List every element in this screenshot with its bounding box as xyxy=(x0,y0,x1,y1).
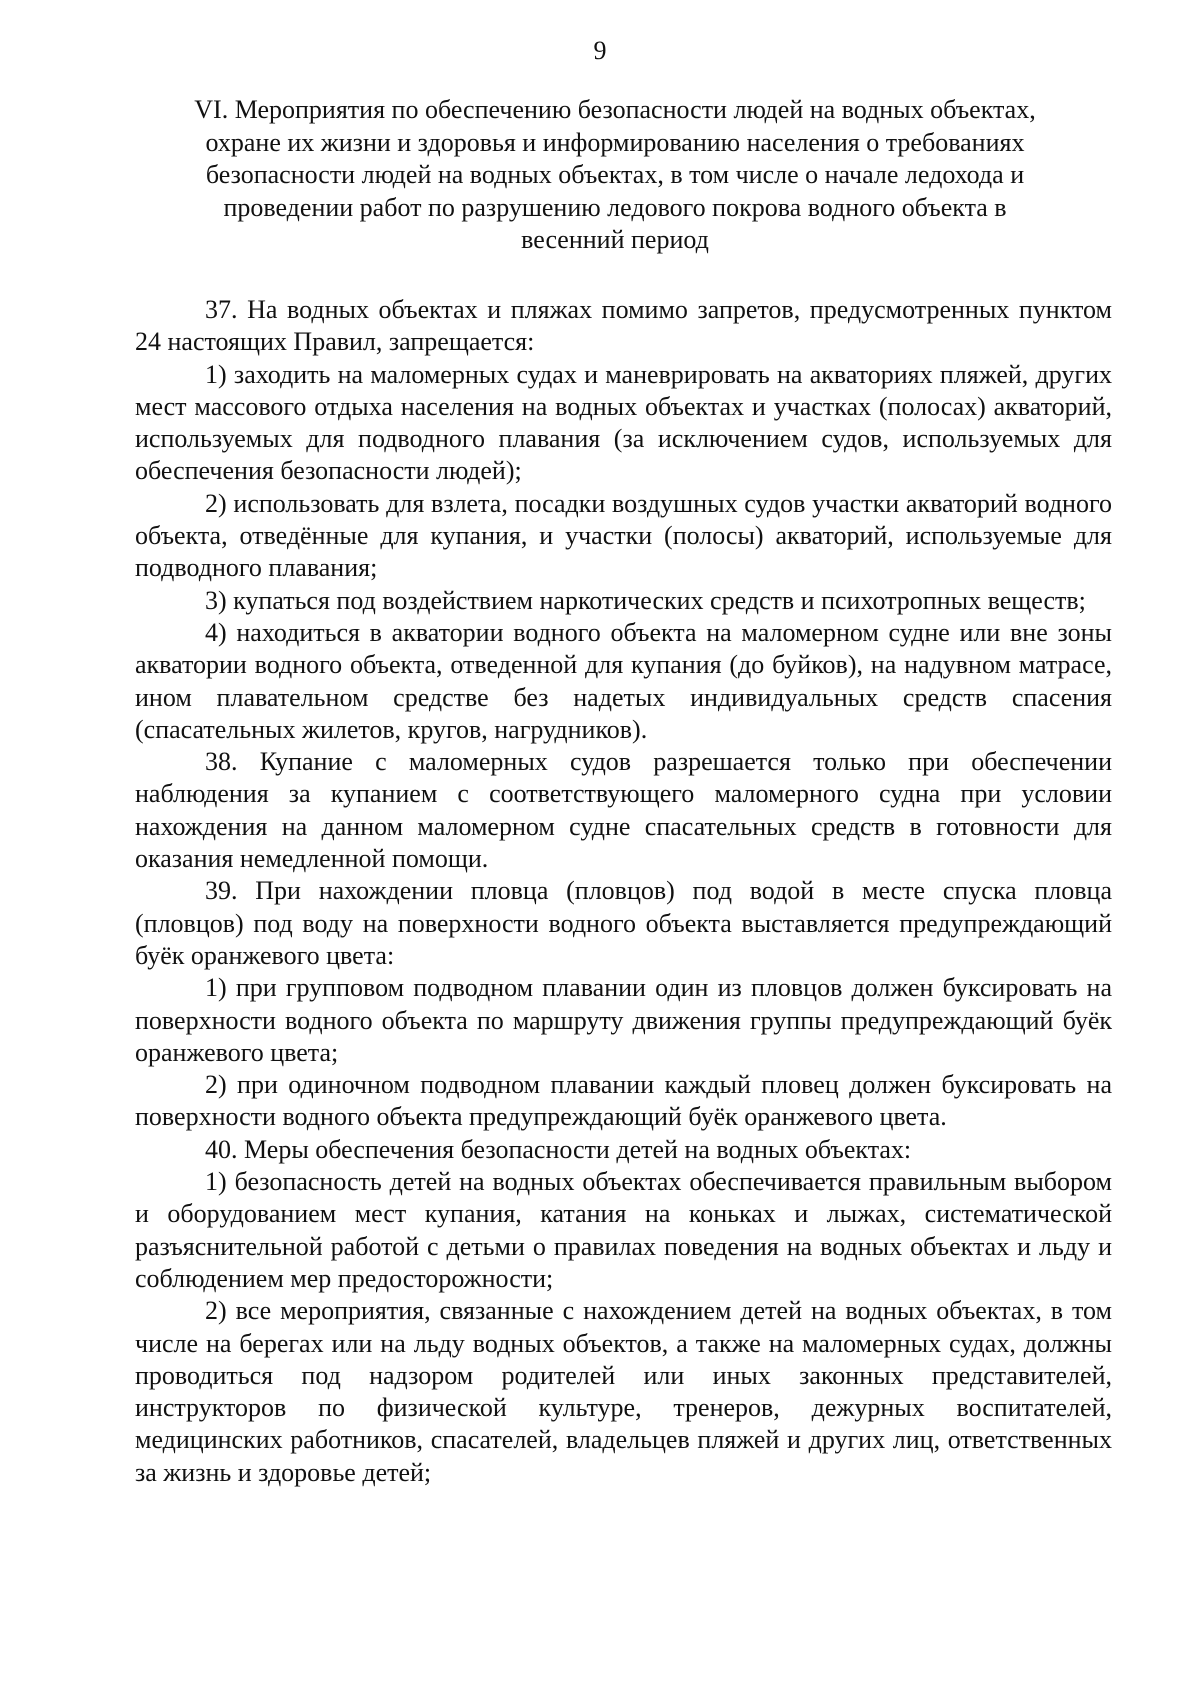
heading-line: охране их жизни и здоровья и информированию населения о требованиях xyxy=(205,127,1025,157)
paragraph-37-item-4: 4) находиться в акватории водного объекта на маломерном судне или вне зоны акватории водного объекта, отведенной для купания (до буйков), на надувном матрасе, ином плавательном средстве без надетых индивидуальных средств спасения (спасательных жилетов, кругов, нагрудников). xyxy=(135,617,1112,744)
heading-line: VI. Мероприятия по обеспечению безопасности людей на водных объектах, xyxy=(194,95,1036,124)
heading-line: весенний период xyxy=(521,225,709,254)
paragraph-37-item-3: 3) купаться под воздействием наркотических средств и психотропных веществ; xyxy=(205,585,1086,615)
paragraph-40-item-2: 2) все мероприятия, связанные с нахождением детей на водных объектах, в том числе на берегах или на льду водных объектов, а также на маломерных судах, должны проводиться под надзором родителей или иных законных представителей, инструкторов по физической культуре, тренеров, дежурных воспитателей, медицинских работников, спасателей, владельцев пляжей и других лиц, ответственных за жизнь и здоровье детей; xyxy=(135,1296,1112,1487)
paragraph-38: 38. Купание с маломерных судов разрешается только при обеспечении наблюдения за купанием с соответствующего маломерного судна при условии нахождения на данном маломерном судне спасательных средств в готовности для оказания немедленной помощи. xyxy=(135,747,1112,874)
paragraph-37: 37. На водных объектах и пляжах помимо запретов, предусмотренных пунктом 24 настоящих Правил, запрещается: xyxy=(135,295,1112,357)
document-body xyxy=(135,294,1112,1489)
paragraph-39-item-2: 2) при одиночном подводном плавании каждый пловец должен буксировать на поверхности водного объекта предупреждающий буёк оранжевого цвета. xyxy=(135,1070,1112,1132)
paragraph-37-item-1: 1) заходить на маломерных судах и маневрировать на акваториях пляжей, других мест массового отдыха населения на водных объектах и участках (полосах) акваторий, используемых для подводного плавания (за исключением судов, используемых для обеспечения безопасности людей); xyxy=(135,359,1112,486)
paragraph-37-item-2: 2) использовать для взлета, посадки воздушных судов участки акваторий водного объекта, отведённые для купания, и участки (полосы) акваторий, используемые для подводного плавания; xyxy=(135,488,1112,583)
page-number: 9 xyxy=(593,36,607,65)
paragraph-39: 39. При нахождении пловца (пловцов) под водой в месте спуска пловца (пловцов) под воду на поверхности водного объекта выставляется предупреждающий буёк оранжевого цвета: xyxy=(135,876,1112,970)
paragraph-40-item-1: 1) безопасность детей на водных объектах обеспечивается правильным выбором и оборудованием мест купания, катания на коньках и лыжах, систематической разъяснительной работой с детьми о правилах поведения на водных объектах и льду и соблюдением мер предосторожности; xyxy=(135,1167,1112,1293)
paragraph-40: 40. Меры обеспечения безопасности детей на водных объектах: xyxy=(205,1134,912,1164)
section-heading xyxy=(150,94,1080,257)
heading-line: проведении работ по разрушению ледового покрова водного объекта в xyxy=(223,192,1007,222)
heading-line: безопасности людей на водных объектах, в том числе о начале ледохода и xyxy=(205,160,1025,189)
paragraph-39-item-1: 1) при групповом подводном плавании один из пловцов должен буксировать на поверхности водного объекта по маршруту движения группы предупреждающий буёк оранжевого цвета; xyxy=(135,973,1112,1067)
